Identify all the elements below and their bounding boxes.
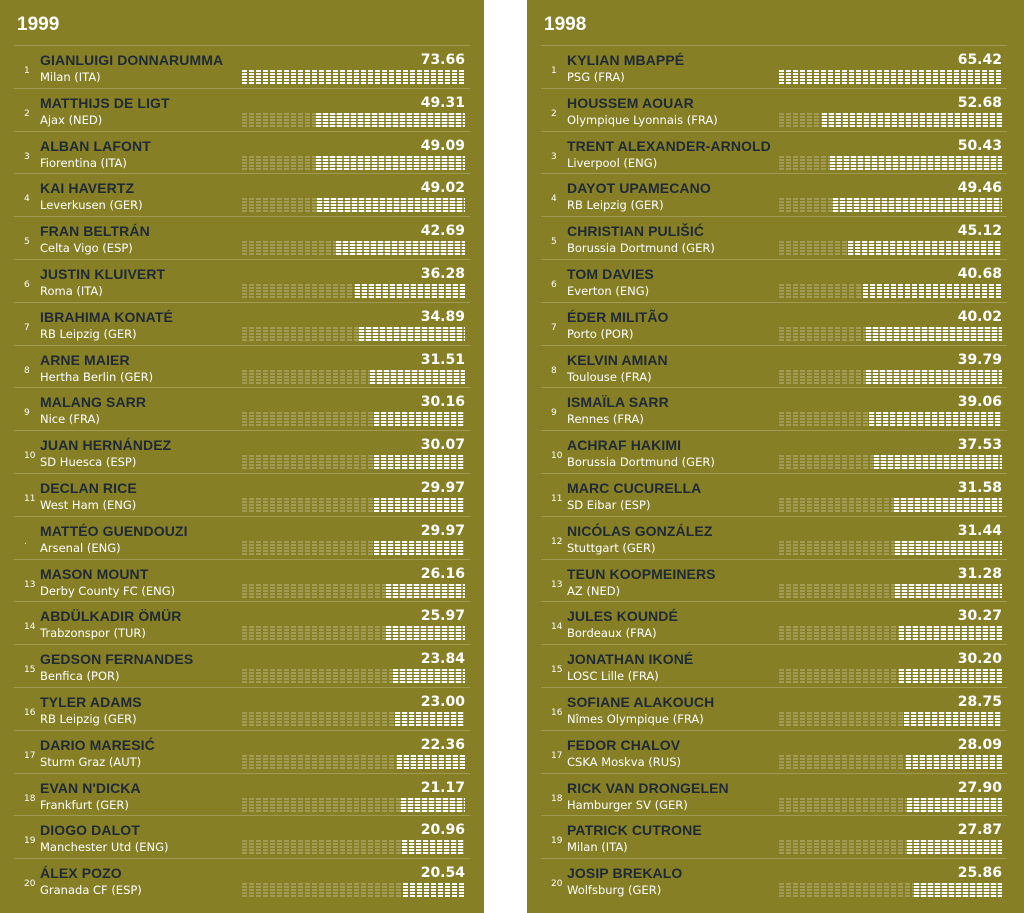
club-label: Nîmes Olympique (FRA) [567, 711, 704, 726]
player-name: MARC CUCURELLA [567, 479, 702, 496]
player-name: EVAN N'DICKA [40, 779, 141, 796]
bar [779, 541, 1002, 555]
player-name: GEDSON FERNANDES [40, 651, 194, 668]
list-item [14, 45, 470, 88]
player-name: NICÓLAS GONZÁLEZ [567, 522, 713, 539]
list-item [541, 815, 1007, 858]
list-item [14, 131, 470, 174]
rank-number: 6 [551, 279, 557, 290]
rank-number: 1 [551, 66, 557, 76]
rank-number: 5 [551, 237, 557, 248]
club-label: LOSC Lille (FRA) [567, 669, 659, 684]
club-label: Toulouse (FRA) [567, 369, 652, 384]
bar [242, 798, 465, 812]
data-label: 34.89 [420, 308, 465, 325]
player-name: JULES KOUNDÉ [567, 608, 678, 625]
chart-title: 1999 [17, 14, 60, 35]
data-label: 28.75 [957, 693, 1002, 710]
bar [242, 284, 465, 298]
club-label: Everton (ENG) [567, 283, 650, 298]
player-name: IBRAHIMA KONATÉ [40, 308, 173, 325]
list-item [14, 773, 470, 816]
bar [242, 241, 465, 255]
rank-number: 6 [24, 279, 30, 290]
bar [242, 669, 465, 683]
rank-number: 5 [24, 237, 30, 248]
bar [779, 198, 1002, 212]
bar [779, 798, 1002, 812]
bar [779, 498, 1002, 512]
player-name: JUAN HERNÁNDEZ [40, 437, 172, 454]
data-label: 49.02 [420, 180, 465, 197]
player-name: DIOGO DALOT [40, 822, 140, 839]
data-label: 23.84 [420, 651, 465, 668]
list-item [541, 345, 1007, 388]
list-item [14, 858, 470, 901]
rank-number: 15 [24, 665, 36, 676]
data-label: 29.97 [420, 479, 465, 496]
club-label: Borussia Dortmund (GER) [567, 455, 715, 470]
data-label: 29.97 [420, 522, 465, 539]
club-label: Arsenal (ENG) [40, 540, 121, 555]
rank-number: 19 [551, 836, 563, 847]
club-label: Nice (FRA) [40, 412, 100, 427]
data-label: 30.07 [420, 437, 465, 454]
list-item [14, 730, 470, 773]
player-name: ACHRAF HAKIMI [567, 437, 682, 454]
club-label: AZ (NED) [567, 583, 621, 598]
rank-number: 16 [551, 707, 563, 718]
player-name: RICK VAN DRONGELEN [567, 779, 729, 796]
club-label: Porto (POR) [567, 326, 634, 341]
rank-number: 14 [551, 622, 563, 633]
bar [779, 626, 1002, 640]
club-label: Trabzonspor (TUR) [40, 626, 146, 641]
bar [242, 198, 465, 212]
bar [242, 327, 465, 341]
player-name: ÉDER MILITÃO [567, 308, 669, 325]
data-label: 73.66 [420, 52, 465, 68]
rank-number: 8 [551, 365, 557, 376]
data-label: 52.68 [957, 94, 1002, 111]
bar [242, 883, 465, 897]
player-name: MASON MOUNT [40, 565, 149, 582]
player-name: JOSIP BREKALO [567, 865, 683, 882]
rank-number: 13 [24, 579, 36, 590]
rank-number: 11 [551, 493, 563, 504]
rank-number: 18 [551, 793, 563, 804]
list-item [14, 644, 470, 687]
data-label: 31.44 [957, 522, 1002, 539]
club-label: CSKA Moskva (RUS) [567, 754, 681, 769]
bar [779, 755, 1002, 769]
list-item [14, 687, 470, 730]
player-name: ARNE MAIER [40, 351, 130, 368]
club-label: Hamburger SV (GER) [567, 797, 688, 812]
club-label: Stuttgart (GER) [567, 540, 656, 555]
data-label: 30.27 [957, 608, 1002, 625]
bar [779, 712, 1002, 726]
data-label: 31.58 [957, 479, 1002, 496]
club-label: Frankfurt (GER) [40, 797, 129, 812]
data-label: 36.28 [420, 265, 465, 282]
list-item [541, 88, 1007, 131]
data-label: 49.09 [420, 137, 465, 154]
list-item [541, 302, 1007, 345]
bar [242, 584, 465, 598]
club-label: RB Leipzig (GER) [40, 711, 137, 726]
bar [242, 840, 465, 854]
list-item [541, 259, 1007, 302]
list-item [541, 45, 1007, 88]
list-item [541, 773, 1007, 816]
rank-number: 19 [24, 836, 36, 847]
club-label: Derby County FC (ENG) [40, 583, 176, 598]
bar [242, 498, 465, 512]
data-label: 39.06 [957, 394, 1002, 411]
data-label: 25.97 [420, 608, 465, 625]
player-name: KAI HAVERTZ [40, 180, 135, 197]
rank-number: 9 [24, 408, 30, 419]
data-label: 22.36 [420, 736, 465, 753]
rank-number: 10 [24, 451, 36, 462]
player-name: ABDÜLKADIR ÖMÜR [40, 608, 182, 625]
player-name: ISMAÏLA SARR [567, 394, 669, 411]
list-item [541, 730, 1007, 773]
rank-number: 3 [551, 151, 557, 162]
rank-number: 8 [24, 365, 30, 376]
rank-number: 17 [551, 750, 563, 761]
rank-number: 10 [551, 451, 563, 462]
ranking-list [14, 45, 470, 901]
bar [779, 840, 1002, 854]
data-label: 25.86 [957, 865, 1002, 882]
list-item [541, 216, 1007, 259]
rank-number: 2 [551, 108, 557, 119]
rank-number: 11 [24, 493, 36, 504]
data-label: 49.46 [957, 180, 1002, 197]
player-name: CHRISTIAN PULIŠIĆ [567, 223, 705, 240]
player-name: MATTÉO GUENDOUZI [40, 522, 188, 539]
chart-title: 1998 [544, 14, 587, 35]
chart-panel-1999 [0, 0, 484, 913]
list-item [14, 559, 470, 602]
club-label: Celta Vigo (ESP) [40, 241, 133, 256]
rank-number: 4 [551, 194, 557, 205]
player-name: KELVIN AMIAN [567, 351, 668, 368]
rank-number: 3 [24, 151, 30, 162]
club-label: SD Huesca (ESP) [40, 455, 137, 470]
data-label: 49.31 [420, 94, 465, 111]
data-label: 50.43 [957, 137, 1002, 154]
club-label: Milan (ITA) [567, 840, 628, 855]
data-label: 37.53 [957, 437, 1002, 454]
rank-number: 15 [551, 665, 563, 676]
rank-number: 7 [24, 322, 30, 333]
rank-number: 1 [24, 66, 30, 76]
player-name: GIANLUIGI DONNARUMMA [40, 52, 224, 68]
data-label: 20.54 [420, 865, 465, 882]
list-item [541, 559, 1007, 602]
data-label: 27.90 [957, 779, 1002, 796]
list-item [541, 131, 1007, 174]
club-label: Rennes (FRA) [567, 412, 644, 427]
data-label: 45.12 [957, 223, 1002, 240]
club-label: Hertha Berlin (GER) [40, 369, 154, 384]
club-label: Fiorentina (ITA) [40, 155, 127, 170]
rank-number: 9 [551, 408, 557, 419]
club-label: Liverpool (ENG) [567, 155, 658, 170]
club-label: Sturm Graz (AUT) [40, 754, 142, 769]
club-label: Bordeaux (FRA) [567, 626, 657, 641]
player-name: DAYOT UPAMECANO [567, 180, 711, 197]
player-name: MALANG SARR [40, 394, 147, 411]
data-label: 30.16 [420, 394, 465, 411]
data-label: 28.09 [957, 736, 1002, 753]
bar [242, 541, 465, 555]
club-label: Borussia Dortmund (GER) [567, 241, 715, 256]
rank-number: 16 [24, 707, 36, 718]
player-name: HOUSSEM AOUAR [567, 94, 694, 111]
club-label: Manchester Utd (ENG) [40, 840, 169, 855]
bar [779, 455, 1002, 469]
ranking-list [541, 45, 1007, 901]
bar [779, 669, 1002, 683]
rank-number: 13 [551, 579, 563, 590]
bar [779, 156, 1002, 170]
bar [779, 327, 1002, 341]
club-label: Milan (ITA) [40, 70, 101, 84]
list-item [541, 516, 1007, 559]
bar [779, 883, 1002, 897]
list-item [14, 601, 470, 644]
list-item [14, 173, 470, 216]
club-label: RB Leipzig (GER) [567, 198, 664, 213]
data-label: 23.00 [420, 693, 465, 710]
data-label: 40.68 [957, 265, 1002, 282]
club-label: Olympique Lyonnais (FRA) [567, 112, 718, 127]
list-item [14, 216, 470, 259]
bar [242, 626, 465, 640]
list-item [14, 302, 470, 345]
list-item [14, 516, 470, 559]
club-label: Granada CF (ESP) [40, 883, 142, 898]
data-label: 20.96 [420, 822, 465, 839]
list-item [541, 858, 1007, 901]
bar [242, 755, 465, 769]
player-name: ALBAN LAFONT [40, 137, 151, 154]
club-label: Benfica (POR) [40, 669, 120, 684]
data-label: 30.20 [957, 651, 1002, 668]
data-label: 31.51 [420, 351, 465, 368]
player-name: DECLAN RICE [40, 479, 137, 496]
list-item [14, 88, 470, 131]
rank-number: 4 [24, 194, 30, 205]
rank-number: 2 [24, 108, 30, 119]
list-item [541, 601, 1007, 644]
bar [779, 70, 1002, 84]
bar [779, 370, 1002, 384]
bar [242, 712, 465, 726]
list-item [14, 387, 470, 430]
player-name: MATTHIJS DE LIGT [40, 94, 170, 111]
list-item [541, 430, 1007, 473]
club-label: PSG (FRA) [567, 70, 625, 84]
data-label: 26.16 [420, 565, 465, 582]
player-name: ÁLEX POZO [40, 865, 122, 882]
data-label: 31.28 [957, 565, 1002, 582]
bar [242, 370, 465, 384]
list-item [541, 644, 1007, 687]
player-name: TOM DAVIES [567, 265, 654, 282]
list-item [14, 815, 470, 858]
list-item [14, 345, 470, 388]
club-label: West Ham (ENG) [40, 497, 137, 512]
data-label: 65.42 [957, 52, 1002, 68]
rank-number: 20 [24, 879, 36, 890]
bar [779, 584, 1002, 598]
rank-number: 17 [24, 750, 36, 761]
data-label: 21.17 [420, 779, 465, 796]
chart-panel-1998 [527, 0, 1024, 913]
bar [242, 455, 465, 469]
club-label: SD Eibar (ESP) [567, 497, 651, 512]
bar [242, 113, 465, 127]
data-label: 39.79 [957, 351, 1002, 368]
data-label: 40.02 [957, 308, 1002, 325]
list-item [14, 430, 470, 473]
list-item [14, 259, 470, 302]
player-name: TYLER ADAMS [40, 693, 142, 710]
list-item [541, 387, 1007, 430]
player-name: FEDOR CHALOV [567, 736, 681, 753]
bar [242, 412, 465, 426]
player-name: JONATHAN IKONÉ [567, 651, 694, 668]
list-item [541, 687, 1007, 730]
player-name: FRAN BELTRÁN [40, 223, 150, 240]
rank-number: 12 [551, 536, 563, 547]
bar [779, 284, 1002, 298]
player-name: KYLIAN MBAPPÉ [567, 52, 685, 68]
list-item [541, 473, 1007, 516]
player-name: SOFIANE ALAKOUCH [567, 693, 715, 710]
data-label: 27.87 [957, 822, 1002, 839]
list-item [14, 473, 470, 516]
rank-number: . [24, 536, 27, 547]
data-label: 42.69 [420, 223, 465, 240]
bar [779, 412, 1002, 426]
club-label: Ajax (NED) [40, 112, 103, 127]
rank-number: 20 [551, 879, 563, 890]
rank-number: 18 [24, 793, 36, 804]
bar [242, 70, 465, 84]
rank-number: 7 [551, 322, 557, 333]
list-item [541, 173, 1007, 216]
player-name: TEUN KOOPMEINERS [567, 565, 716, 582]
player-name: TRENT ALEXANDER-ARNOLD [567, 137, 771, 154]
player-name: DARIO MARESIĆ [40, 736, 155, 753]
bar [242, 156, 465, 170]
bar [779, 241, 1002, 255]
player-name: PATRICK CUTRONE [567, 822, 702, 839]
club-label: Roma (ITA) [40, 283, 103, 298]
club-label: RB Leipzig (GER) [40, 326, 137, 341]
club-label: Wolfsburg (GER) [567, 883, 662, 898]
club-label: Leverkusen (GER) [40, 198, 143, 213]
bar [779, 113, 1002, 127]
rank-number: 14 [24, 622, 36, 633]
player-name: JUSTIN KLUIVERT [40, 265, 166, 282]
